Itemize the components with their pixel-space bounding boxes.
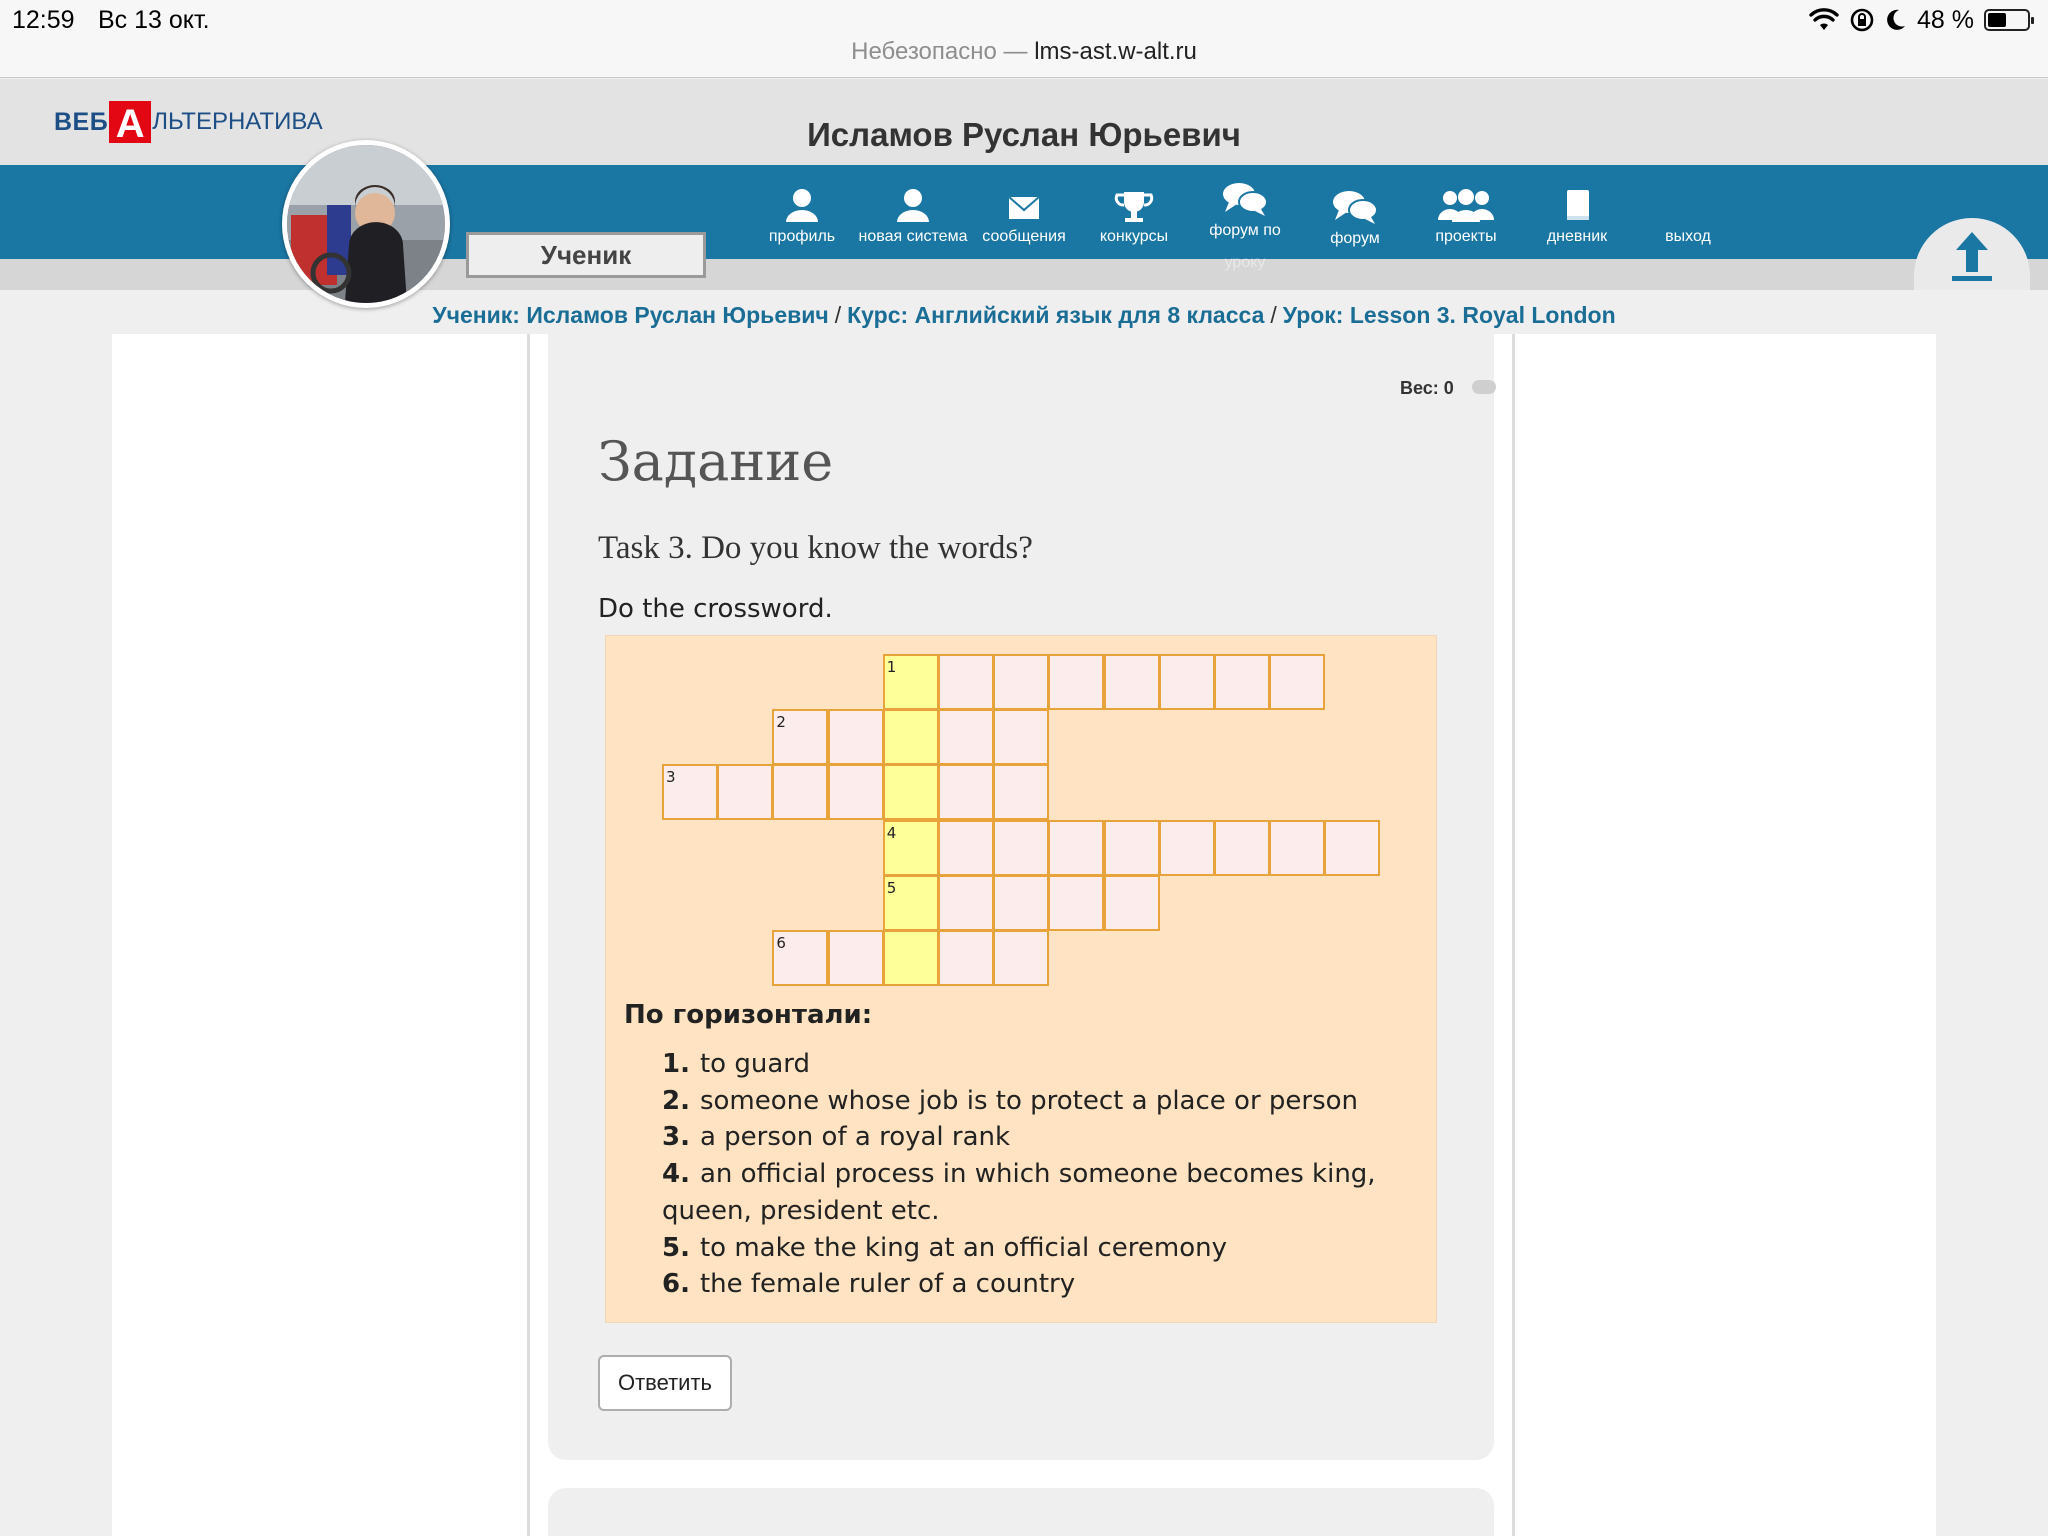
crossword-cell[interactable] xyxy=(883,764,939,820)
clue-item xyxy=(662,1119,1382,1156)
clue-number: 5. xyxy=(662,1232,690,1263)
user-icon xyxy=(893,188,933,224)
crossword-number: 2 xyxy=(776,713,786,732)
status-date: Вс 13 окт. xyxy=(98,6,210,34)
nav-profile-label: профиль xyxy=(768,228,836,245)
breadcrumb xyxy=(0,302,2048,329)
crossword-cell[interactable] xyxy=(1104,875,1160,931)
crossword-cell[interactable] xyxy=(1159,820,1215,876)
nav-messages-label: сообщения xyxy=(982,228,1066,245)
clue-number: 2. xyxy=(662,1085,690,1116)
nav-new-system[interactable] xyxy=(858,180,968,246)
envelope-icon xyxy=(1004,188,1044,224)
trophy-icon xyxy=(1112,188,1156,224)
clue-text: to make the king at an official ceremony xyxy=(699,1232,1228,1263)
next-task-card xyxy=(548,1488,1494,1536)
crossword-cell[interactable] xyxy=(1324,820,1380,876)
nav-forum[interactable] xyxy=(1300,180,1410,248)
crossword-cell[interactable] xyxy=(993,820,1049,876)
crossword-cell[interactable] xyxy=(993,930,1049,986)
role-badge: Ученик xyxy=(466,232,706,278)
breadcrumb-course[interactable]: Курс: Английский язык для 8 класса xyxy=(847,302,1265,328)
crossword-cell[interactable] xyxy=(993,654,1049,710)
crossword-cell[interactable] xyxy=(828,764,884,820)
task-heading: Задание xyxy=(598,430,834,493)
crossword-number: 4 xyxy=(886,823,897,842)
user-name-heading: Исламов Руслан Юрьевич xyxy=(807,116,1241,153)
task-instruction: Do the crossword. xyxy=(598,594,833,624)
crossword-cell[interactable] xyxy=(938,764,994,820)
nav-messages[interactable] xyxy=(969,180,1079,246)
orientation-lock-icon xyxy=(1849,7,1875,33)
crossword-cell[interactable] xyxy=(1159,654,1215,710)
nav-contests[interactable] xyxy=(1079,180,1189,246)
crossword-cell[interactable] xyxy=(993,764,1049,820)
nav-diary[interactable] xyxy=(1522,180,1632,246)
crossword-cell[interactable] xyxy=(993,875,1049,931)
nav-contests-label: конкурсы xyxy=(1099,228,1169,245)
clue-item xyxy=(662,1046,1382,1083)
book-icon xyxy=(1557,188,1597,224)
crossword-cell[interactable] xyxy=(1104,654,1160,710)
crossword-cell[interactable] xyxy=(938,709,994,765)
breadcrumb-student[interactable]: Ученик: Исламов Руслан Юрьевич xyxy=(432,302,829,328)
clue-item xyxy=(626,1156,1382,1229)
crossword-cell[interactable] xyxy=(883,654,939,710)
crossword-number: 6 xyxy=(776,934,786,952)
chat-bubbles-icon xyxy=(1221,180,1269,218)
crossword-cell[interactable] xyxy=(662,764,718,820)
crossword-cell[interactable] xyxy=(938,930,994,986)
nav-lesson-forum-label-2: уроку xyxy=(1224,254,1266,271)
crossword-number: 1 xyxy=(886,658,897,676)
crossword-cell[interactable] xyxy=(938,875,994,931)
breadcrumb-separator: / xyxy=(834,302,842,328)
crossword-cell[interactable] xyxy=(938,820,994,876)
battery-level xyxy=(1988,13,2006,27)
crossword-cell[interactable] xyxy=(772,709,828,765)
battery-percent: 48 % xyxy=(1917,5,1974,34)
nav-logout[interactable] xyxy=(1633,180,1743,246)
crossword-cell[interactable] xyxy=(717,764,773,820)
browser-status-bar xyxy=(0,0,2048,78)
breadcrumb-lesson[interactable]: Урок: Lesson 3. Royal London xyxy=(1282,302,1616,328)
url-host: lms-ast.w-alt.ru xyxy=(1034,38,1197,65)
nav-new-system-label: новая система xyxy=(858,228,968,245)
crossword-cell[interactable] xyxy=(883,820,939,876)
crossword-cell[interactable] xyxy=(1104,820,1160,876)
nav-logout-label: выход xyxy=(1665,228,1711,245)
clue-number: 4. xyxy=(662,1159,690,1190)
clue-item xyxy=(662,1266,1382,1303)
crossword-cell[interactable] xyxy=(883,709,939,765)
clue-number: 6. xyxy=(662,1269,690,1300)
clues-heading: По горизонтали: xyxy=(624,1000,873,1030)
crossword-number: 3 xyxy=(666,768,676,787)
crossword-cell[interactable] xyxy=(993,709,1049,765)
url-separator: — xyxy=(996,38,1035,65)
clue-text: a person of a royal rank xyxy=(699,1122,1011,1153)
logo-text-right: ЛЬТЕРНАТИВА xyxy=(152,108,323,135)
crossword-cell[interactable] xyxy=(1214,820,1270,876)
task-title: Task 3. Do you know the words? xyxy=(598,530,1033,566)
nav-profile[interactable] xyxy=(747,180,857,246)
answer-button[interactable]: Ответить xyxy=(598,1355,732,1411)
crossword-cell[interactable] xyxy=(1048,875,1104,931)
user-icon xyxy=(782,188,822,224)
clue-text: to guard xyxy=(699,1049,810,1079)
breadcrumb-separator: / xyxy=(1270,302,1277,328)
wifi-icon xyxy=(1809,8,1839,32)
logo-letter: А xyxy=(109,101,151,143)
status-time: 12:59 xyxy=(12,6,75,34)
crossword-cell[interactable] xyxy=(883,875,939,931)
chat-bubbles-icon xyxy=(1331,188,1379,226)
avatar-photo xyxy=(287,145,445,303)
clue-text: an official process in which someone becomes king, queen, president etc. xyxy=(662,1159,1376,1226)
clue-number: 1. xyxy=(662,1049,690,1079)
clue-item xyxy=(662,1083,1382,1120)
crossword-number: 5 xyxy=(886,878,897,897)
task-weight: Вес: 0 xyxy=(1400,378,1454,398)
crossword-cell[interactable] xyxy=(772,764,828,820)
clue-text: someone whose job is to protect a place or person xyxy=(699,1085,1359,1116)
crossword-cell[interactable] xyxy=(1048,654,1104,710)
clue-text: the female ruler of a country xyxy=(699,1269,1076,1300)
nav-lesson-forum-label: форум по xyxy=(1209,222,1281,239)
status-indicators xyxy=(1809,4,2030,36)
clue-list xyxy=(662,1046,1382,1303)
avatar[interactable] xyxy=(282,140,450,308)
crossword-cell[interactable] xyxy=(828,930,884,986)
crossword-cell[interactable] xyxy=(828,709,884,765)
crossword-cell[interactable] xyxy=(938,654,994,710)
nav-diary-label: дневник xyxy=(1546,228,1608,245)
nav-lesson-forum[interactable] xyxy=(1190,172,1300,272)
insecure-label: Небезопасно xyxy=(851,38,997,65)
moon-icon xyxy=(1885,8,1907,32)
crossword-cell[interactable] xyxy=(1269,820,1325,876)
nav-projects[interactable] xyxy=(1411,180,1521,246)
clue-number: 3. xyxy=(662,1122,690,1153)
crossword-cell[interactable] xyxy=(1269,654,1325,710)
group-icon xyxy=(1436,188,1496,224)
crossword-cell[interactable] xyxy=(772,930,828,986)
column-divider xyxy=(1512,334,1515,1536)
link-icon[interactable] xyxy=(1472,380,1496,394)
crossword-cell[interactable] xyxy=(1048,820,1104,876)
logo-text-left: ВЕБ xyxy=(54,107,109,136)
nav-projects-label: проекты xyxy=(1435,228,1497,245)
nav-forum-label: форум xyxy=(1330,230,1380,247)
crossword-cell[interactable] xyxy=(883,930,939,986)
address-bar[interactable] xyxy=(0,38,2048,66)
battery-icon xyxy=(1984,9,2030,31)
column-divider xyxy=(527,334,530,1536)
logout-icon-placeholder xyxy=(1668,188,1708,224)
crossword-cell[interactable] xyxy=(1214,654,1270,710)
clue-item xyxy=(662,1230,1382,1267)
